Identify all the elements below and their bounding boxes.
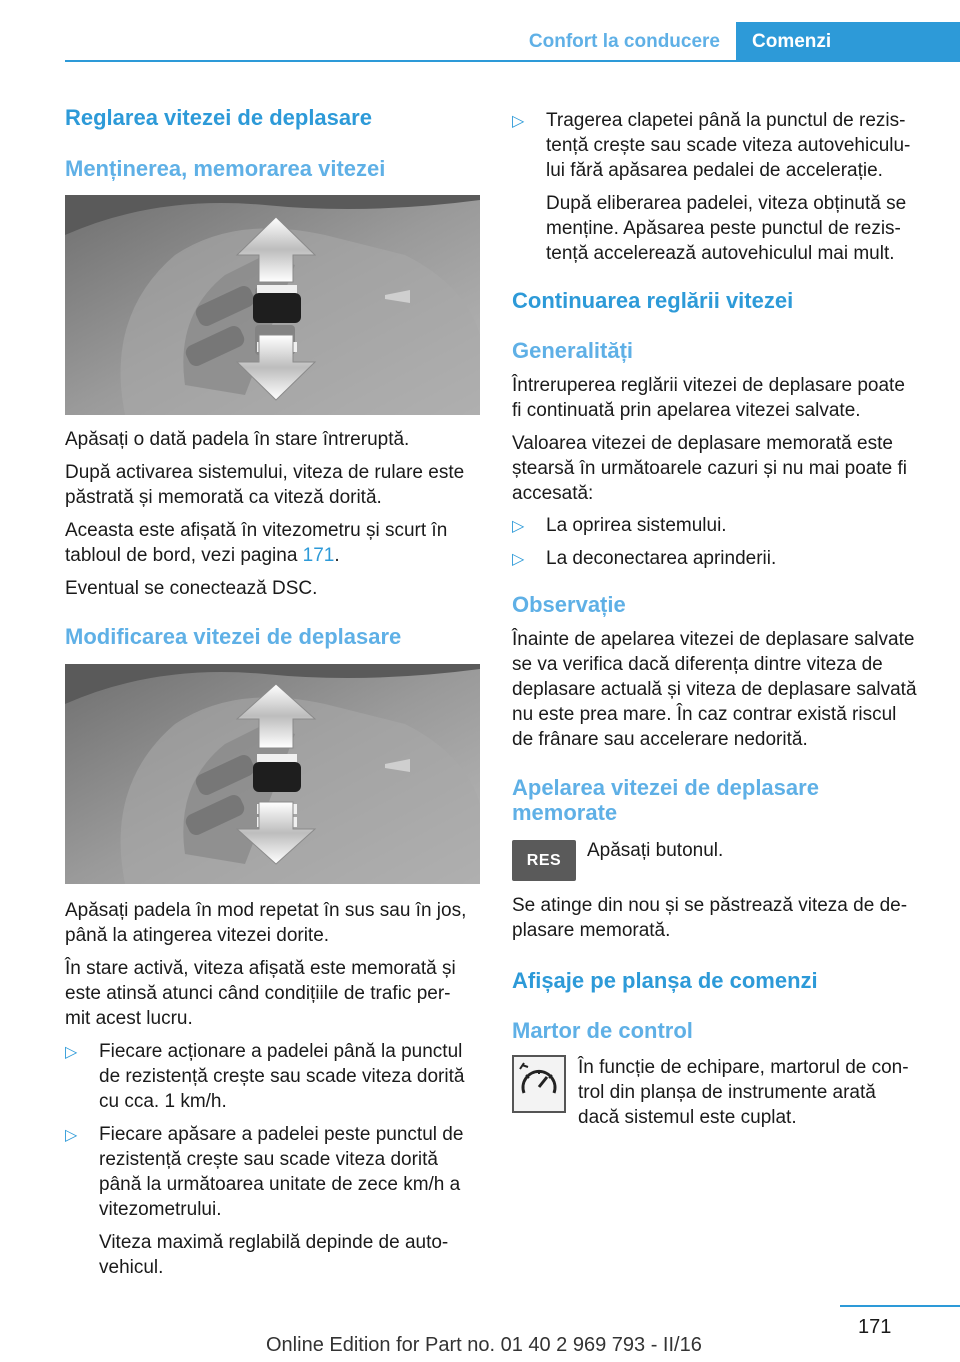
bullet-line: tență accelerează autovehiculul mai mult. xyxy=(546,243,895,264)
subsection-title-general: Generalități xyxy=(512,338,634,363)
cruise-control-indicator-icon xyxy=(512,1055,566,1113)
paragraph-text: tabloul de bord, vezi pagina xyxy=(65,545,303,566)
paragraph-line: ștearsă în următoarele cazuri și nu mai poate fi xyxy=(512,458,907,479)
paragraph-line xyxy=(65,543,340,569)
steering-wheel-paddle-updown-image xyxy=(65,664,480,884)
bullet-triangle-icon: ▷ xyxy=(65,1044,78,1061)
paragraph-line: accesată: xyxy=(512,483,594,504)
paragraph-line: de frânare sau accelerare nedorită. xyxy=(512,729,808,750)
header-rule xyxy=(65,60,960,62)
paragraph-text: . xyxy=(334,545,340,566)
subsection-title-hold: Menținerea, memorarea vitezei xyxy=(65,156,386,181)
paragraph-line: Înainte de apelarea vitezei de deplasare salvate xyxy=(512,629,915,650)
steering-wheel-paddle-up-image xyxy=(65,195,480,415)
bullet-line: până la următoarea unitate de zece km/h a xyxy=(99,1174,461,1195)
edition-footer: Online Edition for Part no. 01 40 2 969 793 - II/16 xyxy=(266,1334,702,1356)
paragraph-line: păstrată și memorată ca viteză dorită. xyxy=(65,487,382,508)
paragraph-line: deplasare actuală și viteza de deplasare salvată xyxy=(512,679,917,700)
bullet-line: cu cca. 1 km/h. xyxy=(99,1091,227,1112)
bullet-line: lui fără apăsarea pedalei de accelerație. xyxy=(546,160,883,181)
paragraph-line: Întreruperea reglării vitezei de deplasare poate xyxy=(512,375,905,396)
header-chapter-tab: Comenzi xyxy=(736,22,960,62)
paragraph: Apăsați o dată padela în stare întreruptă. xyxy=(65,429,410,450)
bullet-line: Tragerea clapetei până la punctul de rezis- xyxy=(546,110,906,131)
bullet-triangle-icon: ▷ xyxy=(65,1127,78,1144)
paragraph-line: Apăsați padela în mod repetat în sus sau în jos, xyxy=(65,900,467,921)
bullet-line: menține. Apăsarea peste punctul de rezis- xyxy=(546,218,901,239)
header-section-label: Confort la conducere xyxy=(528,31,720,52)
section-title-continue: Continuarea reglării vitezei xyxy=(512,288,794,313)
bullet-line: vitezometrului. xyxy=(99,1199,222,1220)
bullet-triangle-icon: ▷ xyxy=(512,551,525,568)
paragraph-line: nu este prea mare. În caz contrar există riscul xyxy=(512,704,897,725)
res-button-icon: RES xyxy=(512,840,576,881)
bullet-triangle-icon: ▷ xyxy=(512,518,525,535)
paragraph-line: trol din planșa de instrumente arată xyxy=(578,1082,876,1103)
paragraph-line: În stare activă, viteza afișată este memorată și xyxy=(65,958,456,979)
bullet-triangle-icon: ▷ xyxy=(512,113,525,130)
subsection-title-indicator: Martor de control xyxy=(512,1018,693,1043)
paragraph: Apăsați butonul. xyxy=(587,840,724,861)
footer-rule xyxy=(840,1305,960,1307)
paragraph-line: După activarea sistemului, viteza de rulare este xyxy=(65,462,465,483)
subsection-title-change: Modificarea vitezei de deplasare xyxy=(65,624,402,649)
bullet-line: La oprirea sistemului. xyxy=(546,515,727,536)
bullet-line: Fiecare apăsare a padelei peste punctul de xyxy=(99,1124,464,1145)
paragraph-line: se va verifica dacă diferența dintre viteza de xyxy=(512,654,883,675)
paragraph-line: Valoarea vitezei de deplasare memorată este xyxy=(512,433,893,454)
subsection-title-recall: Apelarea vitezei de deplasare xyxy=(512,775,819,800)
bullet-line: Viteza maximă reglabilă depinde de auto- xyxy=(99,1232,449,1253)
paragraph-line: este atinsă atunci când condițiile de trafic per- xyxy=(65,983,451,1004)
bullet-line: La deconectarea aprinderii. xyxy=(546,548,777,569)
bullet-line: După eliberarea padelei, viteza obținută se xyxy=(546,193,907,214)
bullet-line: de rezistență crește sau scade viteza dorită xyxy=(99,1066,465,1087)
paragraph-line: dacă sistemul este cuplat. xyxy=(578,1107,797,1128)
page-number: 171 xyxy=(858,1316,892,1338)
paragraph-line: Se atinge din nou și se păstrează viteza de de- xyxy=(512,895,908,916)
paragraph-line: până la atingerea vitezei dorite. xyxy=(65,925,330,946)
paragraph-line: mit acest lucru. xyxy=(65,1008,193,1029)
page-reference-link[interactable]: 171 xyxy=(302,545,335,566)
paragraph: Eventual se conectează DSC. xyxy=(65,578,318,599)
subsection-title-note: Observație xyxy=(512,592,626,617)
bullet-line: rezistență crește sau scade viteza dorită xyxy=(99,1149,439,1170)
section-title: Reglarea vitezei de deplasare xyxy=(65,105,372,130)
paragraph-line: Aceasta este afișată în vitezometru și scurt în xyxy=(65,520,448,541)
bullet-line: Fiecare acționare a padelei până la punctul xyxy=(99,1041,463,1062)
bullet-line: vehicul. xyxy=(99,1257,164,1278)
paragraph-line: plasare memorată. xyxy=(512,920,671,941)
subsection-title-recall-line2: memorate xyxy=(512,800,618,825)
section-title-displays: Afișaje pe planșa de comenzi xyxy=(512,968,818,993)
paragraph-line: fi continuată prin apelarea vitezei salvate. xyxy=(512,400,861,421)
bullet-line: tență crește sau scade viteza autovehiculu- xyxy=(546,135,911,156)
paragraph-line: În funcție de echipare, martorul de con- xyxy=(578,1057,909,1078)
